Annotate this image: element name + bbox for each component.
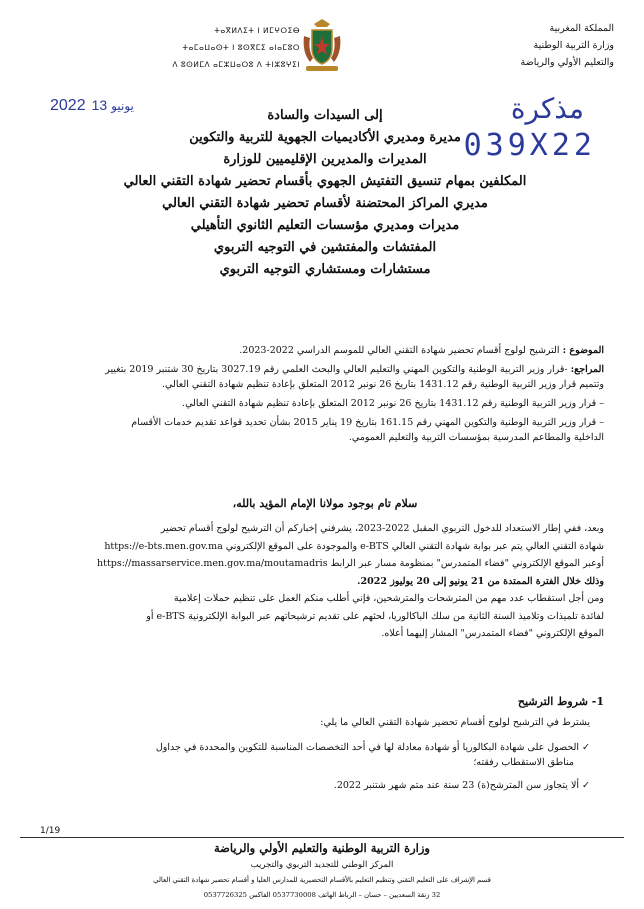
subject	[34, 343, 604, 358]
subject-label: الموضوع :	[562, 345, 604, 356]
section-intro: يشترط في الترشيح لولوج أقسام تحضير شهادة التقني العالي ما يلي:	[320, 717, 590, 728]
check-icon: ✓	[579, 780, 590, 791]
references-label: المراجع:	[570, 364, 604, 375]
header-tifinagh-line: ⵜⴰⵎⴰⵡⴰⵙⵜ ⵏ ⵓⵙⴳⵎⵉ ⴰⵏⴰⵎⵓⵔ	[182, 43, 300, 52]
addressee-line: المديرات والمديرين الإقليميين للوزارة	[223, 152, 427, 167]
addressee-line: المفتشات والمفتشين في التوجيه التربوي	[213, 240, 437, 255]
reference-line: وتتميم قرار وزير التربية الوطنية رقم 1431.12 بتاريخ 26 نونبر 2012 المتعلق بإعادة تنظيم شهادة التقني العالي.	[162, 379, 604, 390]
check-icon: ✓	[579, 742, 590, 753]
header-arabic	[464, 20, 614, 71]
royal-emblem-icon	[300, 18, 344, 76]
header-tifinagh-line: ⵜⴰⴳⵍⴷⵉⵜ ⵏ ⵍⵎⵖⵔⵉⴱ	[214, 26, 300, 35]
body-line: وبعد، ففي إطار الاستعداد للدخول التربوي المقبل 2022-2023، يشرفني إخباركم أن الترشيح لولوج أقسام تحضير	[160, 523, 604, 534]
addressee-line: مستشارات ومستشاري التوجيه التربوي	[219, 262, 431, 277]
header-tifinagh-line: ⴷ ⵓⵙⵍⵎⴷ ⴰⵎⵣⵡⴰⵔⵓ ⴷ ⵜⵏⵣⵓⵖⵉⵏ	[172, 60, 300, 69]
body-line: وذلك خلال الفترة الممتدة من 21 يونيو إلى 20 يوليوز 2022.	[357, 575, 604, 587]
footer-address: 32 زنقة السعديين – حسان – الرباط الهاتف 0537730008 الفاكس 0537726325	[203, 891, 441, 899]
addressee-line: مديرة ومديري الأكاديميات الجهوية للتربية والتكوين	[189, 130, 461, 145]
header-arabic-line: والتعليم الأولي والرياضة	[520, 57, 614, 68]
body-line: ومن أجل استقطاب عدد مهم من المترشحات والمترشحين، فإني أطلب منكم العمل على تنظيم حملات إعلامية	[173, 593, 604, 604]
addressee-line: إلى السيدات والسادة	[267, 108, 383, 123]
footer-ministry: وزارة التربية الوطنية والتعليم الأولي والرياضة	[214, 841, 430, 855]
reference-line: -قرار وزير التربية الوطنية والتكوين المهني والتعليم العالي والبحث العلمي رقم 3027.19 بتاريخ 30 شتنبر 2019 بتغيير	[105, 364, 568, 375]
footer-divider	[20, 837, 624, 838]
condition-text: ألا يتجاوز سن المترشح(ة) 23 سنة عند متم شهر شتنبر 2022.	[333, 780, 580, 791]
body-line: شهادة التقني العالي يتم عبر بوابة شهادة التقني العالي e-BTS والموجودة على الموقع الإلكتروني https://e-bts.men.gov.ma	[104, 540, 604, 552]
header-arabic-line: وزارة التربية الوطنية	[533, 40, 614, 51]
reference-line: – قرار وزير التربية الوطنية رقم 1431.12 بتاريخ 26 نونبر 2012 المتعلق بإعادة تنظيم شهادة التقني العالي.	[182, 398, 604, 409]
references	[34, 362, 604, 445]
reference-line: – قرار وزير التربية الوطنية والتكوين المهني رقم 161.15 بتاريخ 19 يناير 2015 بشأن تحديد قواعد تقديم خدمات الأقسام	[131, 417, 604, 428]
reference-line: الداخلية والمطاعم المدرسية بمؤسسات التربية والتعليم العمومي.	[348, 432, 604, 443]
body-paragraph	[34, 520, 604, 643]
condition-text: مناطق الاستقطاب رفقته؛	[473, 757, 574, 768]
body-line: الموقع الإلكتروني "فضاء المتمدرس" المشار إليهما أعلاه.	[381, 628, 604, 639]
date-month: يونيو	[111, 99, 134, 113]
section-title: 1- شروط الترشيح	[517, 695, 604, 708]
body-line: لفائدة تلميذات وتلاميذ السنة الثانية من سلك الباكالوريا، لحثهم على تقديم ترشيحاتهم عبر البوابة الإلكترونية e-BTS أو	[146, 610, 604, 622]
date-year: 2022	[50, 97, 86, 114]
header-tifinagh	[170, 22, 300, 73]
memo-number: 039X22	[463, 128, 596, 163]
body-line: أوعبر الموقع الإلكتروني "فضاء المتمدرس" بمنظومة مسار عبر الرابط https://massarservice.men.gov.ma/moutamadris	[97, 558, 604, 569]
page-number: 1/19	[40, 826, 61, 836]
date-stamp	[50, 97, 134, 115]
subject-text: الترشيح لولوج أقسام تحضير شهادة التقني العالي للموسم الدراسي 2022-2023.	[239, 345, 560, 356]
header-arabic-line: المملكة المغربية	[549, 23, 614, 34]
condition-item	[34, 778, 604, 793]
condition-text: الحصول على شهادة البكالوريا أو شهادة معادلة لها في أحد التخصصات المناسبة للتكوين والمحددة في جداول	[155, 742, 580, 753]
addressee-line: مديرات ومديري مؤسسات التعليم الثانوي التأهيلي	[190, 218, 460, 233]
footer-center: المركز الوطني للتجديد التربوي والتجريب	[250, 860, 394, 870]
footer-department: قسم الإشراف على التعليم التقني وتنظيم التعليم بالأقسام التحضيرية للمدارس العليا و أقسام تحضير شهادة التقني العالي	[153, 876, 491, 884]
date-day: 13	[91, 97, 108, 113]
addressee-line: المكلفين بمهام تنسيق التفتيش الجهوي بأقسام تحضير شهادة التقني العالي	[123, 174, 527, 189]
addressee-line: مديري المراكز المحتضنة لأقسام تحضير شهادة التقني العالي	[162, 196, 488, 211]
condition-item	[34, 740, 604, 755]
section-conditions	[34, 694, 604, 793]
greeting: سلام تام بوجود مولانا الإمام المؤيد بالله،	[232, 497, 418, 510]
memo-label: مذكرة	[510, 92, 584, 125]
